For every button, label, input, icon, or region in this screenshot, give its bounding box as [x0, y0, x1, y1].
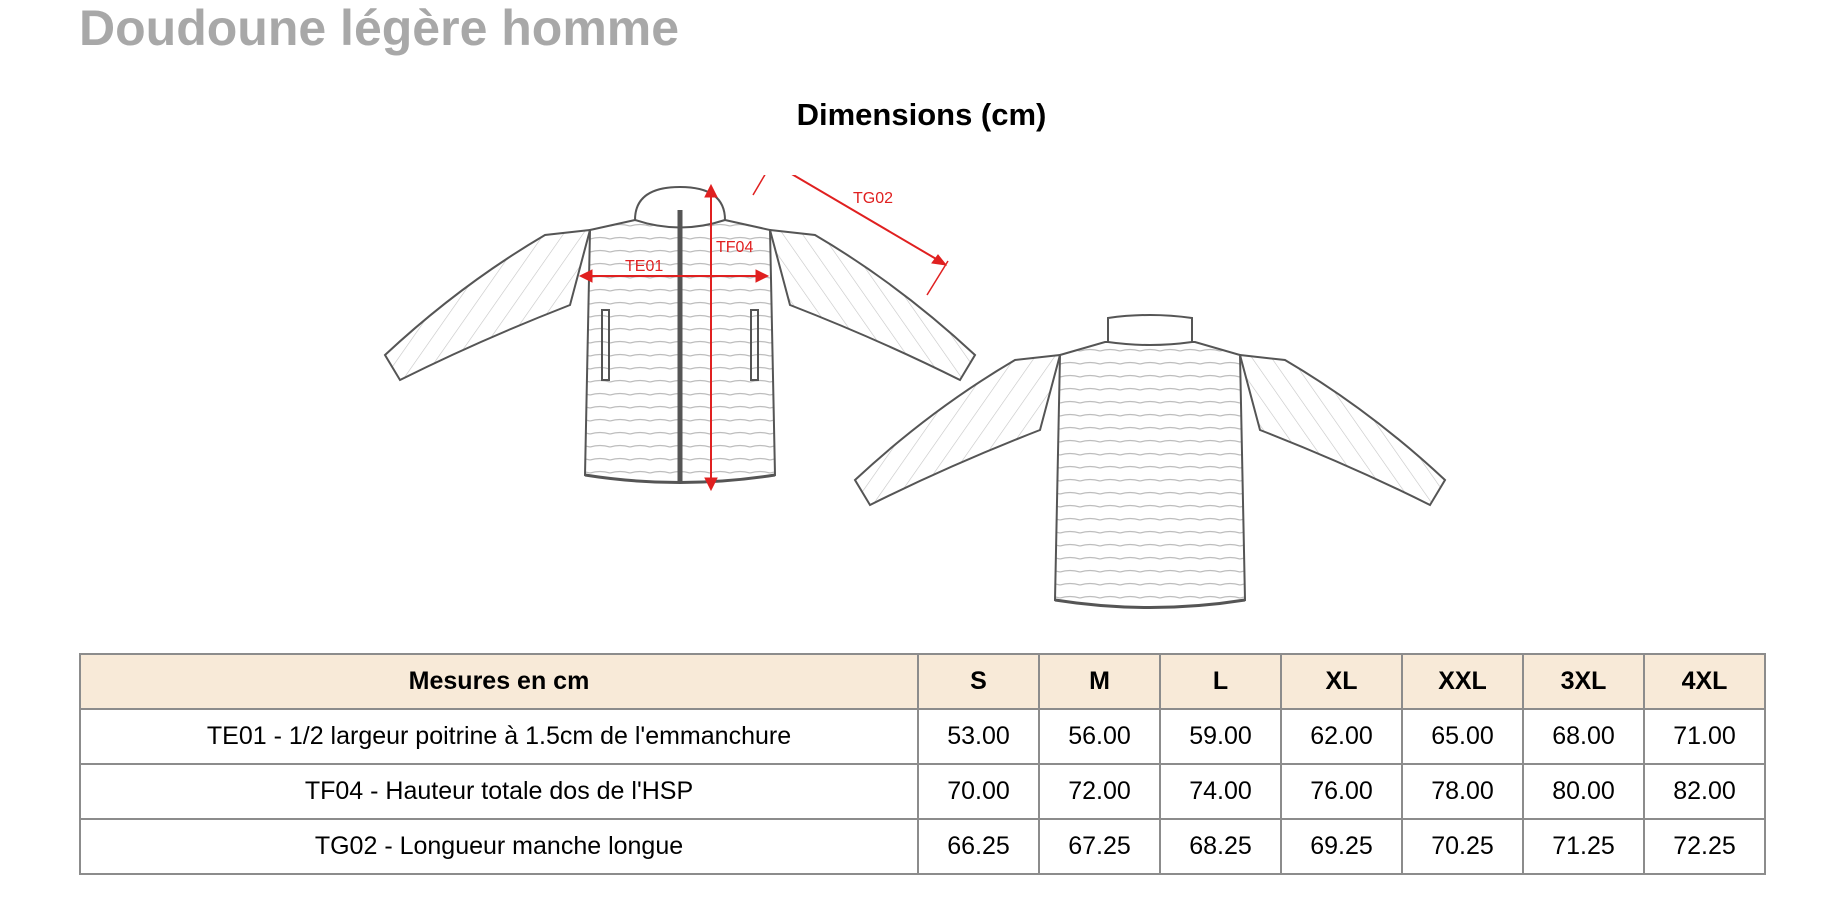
- row-label: TE01 - 1/2 largeur poitrine à 1.5cm de l'emmanchure: [80, 709, 918, 764]
- cell-value: 76.00: [1281, 764, 1402, 819]
- back-right-sleeve: [1240, 355, 1445, 505]
- header-size: 4XL: [1644, 654, 1765, 709]
- header-size: S: [918, 654, 1039, 709]
- header-size: L: [1160, 654, 1281, 709]
- front-jacket: [385, 187, 975, 483]
- cell-value: 71.25: [1523, 819, 1644, 874]
- table-row: [80, 764, 1765, 819]
- label-tf04: TF04: [716, 239, 754, 256]
- header-size: M: [1039, 654, 1160, 709]
- header-size: 3XL: [1523, 654, 1644, 709]
- cell-value: 59.00: [1160, 709, 1281, 764]
- cell-value: 82.00: [1644, 764, 1765, 819]
- header-size: XL: [1281, 654, 1402, 709]
- jacket-diagram: [370, 175, 1470, 635]
- table-header-row: [80, 654, 1765, 709]
- back-body: [1055, 342, 1245, 608]
- cell-value: 74.00: [1160, 764, 1281, 819]
- cell-value: 69.25: [1281, 819, 1402, 874]
- cell-value: 72.25: [1644, 819, 1765, 874]
- cell-value: 70.25: [1402, 819, 1523, 874]
- cell-value: 68.25: [1160, 819, 1281, 874]
- page-title: Doudoune légère homme: [79, 0, 680, 56]
- table-row: [80, 819, 1765, 874]
- row-label: TF04 - Hauteur totale dos de l'HSP: [80, 764, 918, 819]
- cell-value: 70.00: [918, 764, 1039, 819]
- row-label: TG02 - Longueur manche longue: [80, 819, 918, 874]
- cell-value: 80.00: [1523, 764, 1644, 819]
- dimensions-heading: Dimensions (cm): [796, 97, 1047, 132]
- cell-value: 78.00: [1402, 764, 1523, 819]
- header-size: XXL: [1402, 654, 1523, 709]
- front-left-sleeve: [385, 230, 590, 380]
- cell-value: 65.00: [1402, 709, 1523, 764]
- cell-value: 66.25: [918, 819, 1039, 874]
- back-collar: [1108, 315, 1192, 345]
- cell-value: 67.25: [1039, 819, 1160, 874]
- cell-value: 71.00: [1644, 709, 1765, 764]
- header-label: Mesures en cm: [80, 654, 918, 709]
- label-tg02: TG02: [853, 190, 894, 207]
- size-table: [79, 653, 1766, 875]
- cell-value: 56.00: [1039, 709, 1160, 764]
- cell-value: 72.00: [1039, 764, 1160, 819]
- cell-value: 68.00: [1523, 709, 1644, 764]
- table-row: [80, 709, 1765, 764]
- cell-value: 53.00: [918, 709, 1039, 764]
- label-te01: TE01: [625, 258, 664, 275]
- cell-value: 62.00: [1281, 709, 1402, 764]
- front-right-sleeve: [770, 230, 975, 380]
